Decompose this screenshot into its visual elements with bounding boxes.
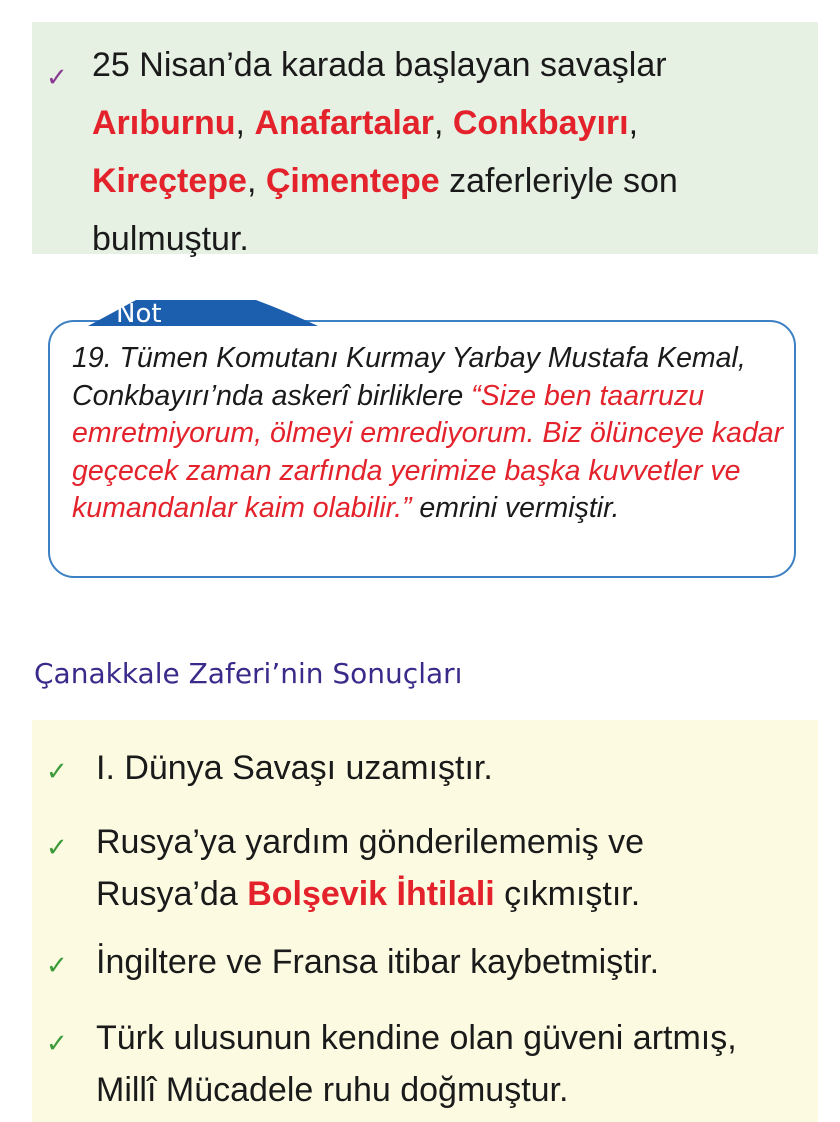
list-item (96, 742, 796, 794)
item-text: Rusya’ya yardım gönderilememiş ve (96, 823, 644, 861)
battle-name: Conkbayırı (452, 104, 629, 142)
list-item (96, 936, 796, 988)
checkmark-icon: ✓ (46, 62, 68, 92)
item-text: Türk ulusunun kendine olan güveni artmış, (96, 1019, 737, 1057)
checkmark-icon: ✓ (46, 950, 68, 980)
checkmark-icon: ✓ (46, 1028, 68, 1058)
note-text (72, 340, 784, 528)
note-plain-text-end: emrini vermiştir. (411, 492, 620, 524)
item-text: 25 Nisan’da karada başlayan savaşlar (92, 46, 667, 84)
item-text: Rusya’da (96, 875, 248, 913)
separator: , (433, 104, 453, 142)
list-item (96, 1012, 796, 1116)
item-text: İngiltere ve Fransa itibar kaybetmiştir. (96, 943, 660, 981)
list-item (92, 36, 792, 268)
battle-name: Çimentepe (265, 162, 440, 200)
note-callout (48, 296, 800, 582)
list-item (96, 816, 796, 920)
separator: , (246, 162, 266, 200)
checkmark-icon: ✓ (46, 832, 68, 862)
highlight-term: Bolşevik İhtilali (247, 875, 495, 913)
note-label: Not (116, 299, 162, 329)
battle-name: Kireçtepe (92, 162, 247, 200)
item-text: zaferleriyle son (439, 162, 678, 200)
separator: , (235, 104, 255, 142)
item-text: I. Dünya Savaşı uzamıştır. (96, 749, 493, 787)
info-box-green (32, 22, 818, 258)
note-quote: “Size ben taarruzu emretmiyorum, ölmeyi emrediyorum. Biz ölünceye kadar geçecek zaman zarfında yerimize başka kuvvetler ve kumandanlar kaim olabilir.” (72, 379, 784, 524)
battle-name: Arıburnu (92, 104, 236, 142)
item-text: bulmuştur. (92, 220, 249, 258)
results-box (32, 720, 818, 1122)
item-text: Millî Mücadele ruhu doğmuştur. (96, 1071, 569, 1109)
battle-name: Anafartalar (254, 104, 434, 142)
section-title: Çanakkale Zaferi’nin Sonuçları (34, 657, 463, 690)
item-text: çıkmıştır. (494, 875, 641, 913)
note-box (48, 320, 796, 578)
checkmark-icon: ✓ (46, 756, 68, 786)
separator: , (628, 104, 639, 142)
note-plain-text: 19. Tümen Komutanı Kurmay Yarbay Mustafa Kemal, Conkbayırı’nda askerî birliklere (72, 342, 746, 412)
